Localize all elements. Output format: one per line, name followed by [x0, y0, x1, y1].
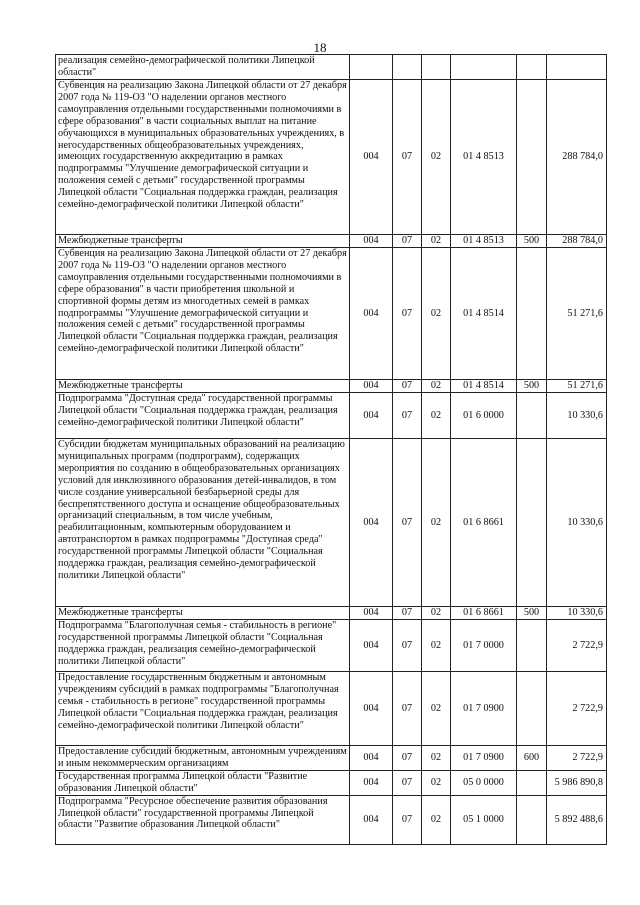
expense-type-cell: [517, 393, 547, 439]
admin-code-cell: 004: [350, 235, 393, 248]
section-code-cell: 07: [393, 248, 422, 380]
section-code-cell: 07: [393, 235, 422, 248]
admin-code-cell: 004: [350, 248, 393, 380]
table-body: [56, 55, 607, 845]
table-row: [56, 393, 607, 439]
section-code-cell: 07: [393, 393, 422, 439]
subsection-code-cell: 02: [422, 746, 451, 771]
table-row: [56, 795, 607, 844]
admin-code-cell: 004: [350, 672, 393, 746]
row-name-cell: Подпрограмма "Доступная среда" государственной программы Липецкой области "Социальная поддержка граждан, реализация семейно-демографической политики Липецкой области": [56, 393, 350, 439]
target-article-cell: 01 4 8514: [451, 248, 517, 380]
target-article-cell: [451, 55, 517, 80]
target-article-cell: 01 6 8661: [451, 439, 517, 607]
row-name-cell: Субсидии бюджетам муниципальных образований на реализацию муниципальных программ (подпрограмм), содержащих мероприятия по созданию в общеобразовательных организациях условий для инклюзивного образования детей-инвалидов, в том числе создание универсальной безбарьерной среды для беспрепятственного доступа и оснащение общеобразовательных организаций специальным, в том числе учебным, реабилитационным, компьютерным оборудованием и автотранспортом в рамках подпрограммы "Доступная среда" государственной программы Липецкой области "Социальная поддержка граждан, реализация семейно-демографической политики Липецкой области": [56, 439, 350, 607]
target-article-cell: 05 1 0000: [451, 795, 517, 844]
subsection-code-cell: 02: [422, 607, 451, 620]
amount-cell: 5 892 488,6: [547, 795, 607, 844]
row-name-cell: Субвенция на реализацию Закона Липецкой области от 27 декабря 2007 года № 119-ОЗ "О наделении органов местного самоуправления отдельными государственными полномочиями в сфере образования" в части социальных выплат на питание обучающихся в муниципальных образовательных учреждениях, в негосударственных общеобразовательных учреждениях, имеющих государственную аккредитацию в рамках подпрограммы "Улучшение демографической ситуации и положения семей с детьми" государственной программы Липецкой области "Социальная поддержка граждан, реализация семейно-демографической политики Липецкой области": [56, 80, 350, 235]
admin-code-cell: 004: [350, 380, 393, 393]
subsection-code-cell: 02: [422, 393, 451, 439]
target-article-cell: 01 4 8513: [451, 80, 517, 235]
table-row: [56, 235, 607, 248]
admin-code-cell: 004: [350, 620, 393, 672]
section-code-cell: 07: [393, 380, 422, 393]
amount-cell: 51 271,6: [547, 248, 607, 380]
expense-type-cell: [517, 795, 547, 844]
row-name-cell: реализация семейно-демографической политики Липецкой области": [56, 55, 350, 80]
row-name-cell: Подпрограмма "Благополучная семья - стабильность в регионе" государственной программы Липецкой области "Социальная поддержка граждан, реализация семейно-демографической политики Липецкой области": [56, 620, 350, 672]
section-code-cell: 07: [393, 620, 422, 672]
admin-code-cell: 004: [350, 795, 393, 844]
section-code-cell: 07: [393, 607, 422, 620]
amount-cell: 288 784,0: [547, 80, 607, 235]
row-name-cell: Подпрограмма "Ресурсное обеспечение развития образования Липецкой области" государственной программы Липецкой области "Развитие образования Липецкой области": [56, 795, 350, 844]
table-row: [56, 439, 607, 607]
expense-type-cell: [517, 55, 547, 80]
table-row: [56, 620, 607, 672]
amount-cell: 5 986 890,8: [547, 770, 607, 795]
amount-cell: 288 784,0: [547, 235, 607, 248]
admin-code-cell: 004: [350, 80, 393, 235]
expense-type-cell: 500: [517, 607, 547, 620]
admin-code-cell: [350, 55, 393, 80]
section-code-cell: 07: [393, 672, 422, 746]
expense-type-cell: [517, 770, 547, 795]
target-article-cell: 01 7 0000: [451, 620, 517, 672]
target-article-cell: 01 7 0900: [451, 672, 517, 746]
table-row: [56, 380, 607, 393]
row-name-cell: Межбюджетные трансферты: [56, 607, 350, 620]
expense-type-cell: [517, 620, 547, 672]
row-name-cell: Государственная программа Липецкой области "Развитие образования Липецкой области": [56, 770, 350, 795]
row-name-cell: Предоставление государственным бюджетным и автономным учреждениям субсидий в рамках подпрограммы "Благополучная семья - стабильность в регионе" государственной программы Липецкой области "Социальная поддержка граждан, реализация семейно-демографической политики Липецкой области": [56, 672, 350, 746]
amount-cell: 51 271,6: [547, 380, 607, 393]
subsection-code-cell: 02: [422, 439, 451, 607]
table-row: [56, 55, 607, 80]
section-code-cell: [393, 55, 422, 80]
subsection-code-cell: [422, 55, 451, 80]
table-row: [56, 248, 607, 380]
table-row: [56, 770, 607, 795]
row-name-cell: Предоставление субсидий бюджетным, автономным учреждениям и иным некоммерческим организациям: [56, 746, 350, 771]
section-code-cell: 07: [393, 795, 422, 844]
section-code-cell: 07: [393, 80, 422, 235]
amount-cell: 10 330,6: [547, 607, 607, 620]
expense-type-cell: 500: [517, 235, 547, 248]
amount-cell: [547, 55, 607, 80]
target-article-cell: 01 4 8513: [451, 235, 517, 248]
subsection-code-cell: 02: [422, 770, 451, 795]
page-number: 18: [313, 40, 327, 55]
target-article-cell: 01 7 0900: [451, 746, 517, 771]
budget-table: [55, 54, 607, 845]
section-code-cell: 07: [393, 746, 422, 771]
table-row: [56, 672, 607, 746]
expense-type-cell: [517, 248, 547, 380]
amount-cell: 2 722,9: [547, 746, 607, 771]
subsection-code-cell: 02: [422, 672, 451, 746]
admin-code-cell: 004: [350, 746, 393, 771]
target-article-cell: 01 6 8661: [451, 607, 517, 620]
expense-type-cell: 600: [517, 746, 547, 771]
target-article-cell: 01 6 0000: [451, 393, 517, 439]
admin-code-cell: 004: [350, 770, 393, 795]
table-row: [56, 746, 607, 771]
subsection-code-cell: 02: [422, 795, 451, 844]
table-row: [56, 607, 607, 620]
subsection-code-cell: 02: [422, 620, 451, 672]
section-code-cell: 07: [393, 439, 422, 607]
expense-type-cell: [517, 80, 547, 235]
row-name-cell: Межбюджетные трансферты: [56, 235, 350, 248]
expense-type-cell: [517, 439, 547, 607]
subsection-code-cell: 02: [422, 248, 451, 380]
subsection-code-cell: 02: [422, 380, 451, 393]
admin-code-cell: 004: [350, 439, 393, 607]
expense-type-cell: 500: [517, 380, 547, 393]
expense-type-cell: [517, 672, 547, 746]
admin-code-cell: 004: [350, 607, 393, 620]
table-row: [56, 80, 607, 235]
admin-code-cell: 004: [350, 393, 393, 439]
amount-cell: 10 330,6: [547, 393, 607, 439]
amount-cell: 2 722,9: [547, 620, 607, 672]
section-code-cell: 07: [393, 770, 422, 795]
target-article-cell: 05 0 0000: [451, 770, 517, 795]
subsection-code-cell: 02: [422, 235, 451, 248]
row-name-cell: Субвенция на реализацию Закона Липецкой области от 27 декабря 2007 года № 119-ОЗ "О наделении органов местного самоуправления отдельными государственными полномочиями в сфере образования" в части приобретения школьной и спортивной формы детям из многодетных семей в рамках подпрограммы "Улучшение демографической ситуации и положения семей с детьми" государственной программы Липецкой области "Социальная поддержка граждан, реализация семейно-демографической политики Липецкой области": [56, 248, 350, 380]
subsection-code-cell: 02: [422, 80, 451, 235]
row-name-cell: Межбюджетные трансферты: [56, 380, 350, 393]
amount-cell: 2 722,9: [547, 672, 607, 746]
amount-cell: 10 330,6: [547, 439, 607, 607]
target-article-cell: 01 4 8514: [451, 380, 517, 393]
